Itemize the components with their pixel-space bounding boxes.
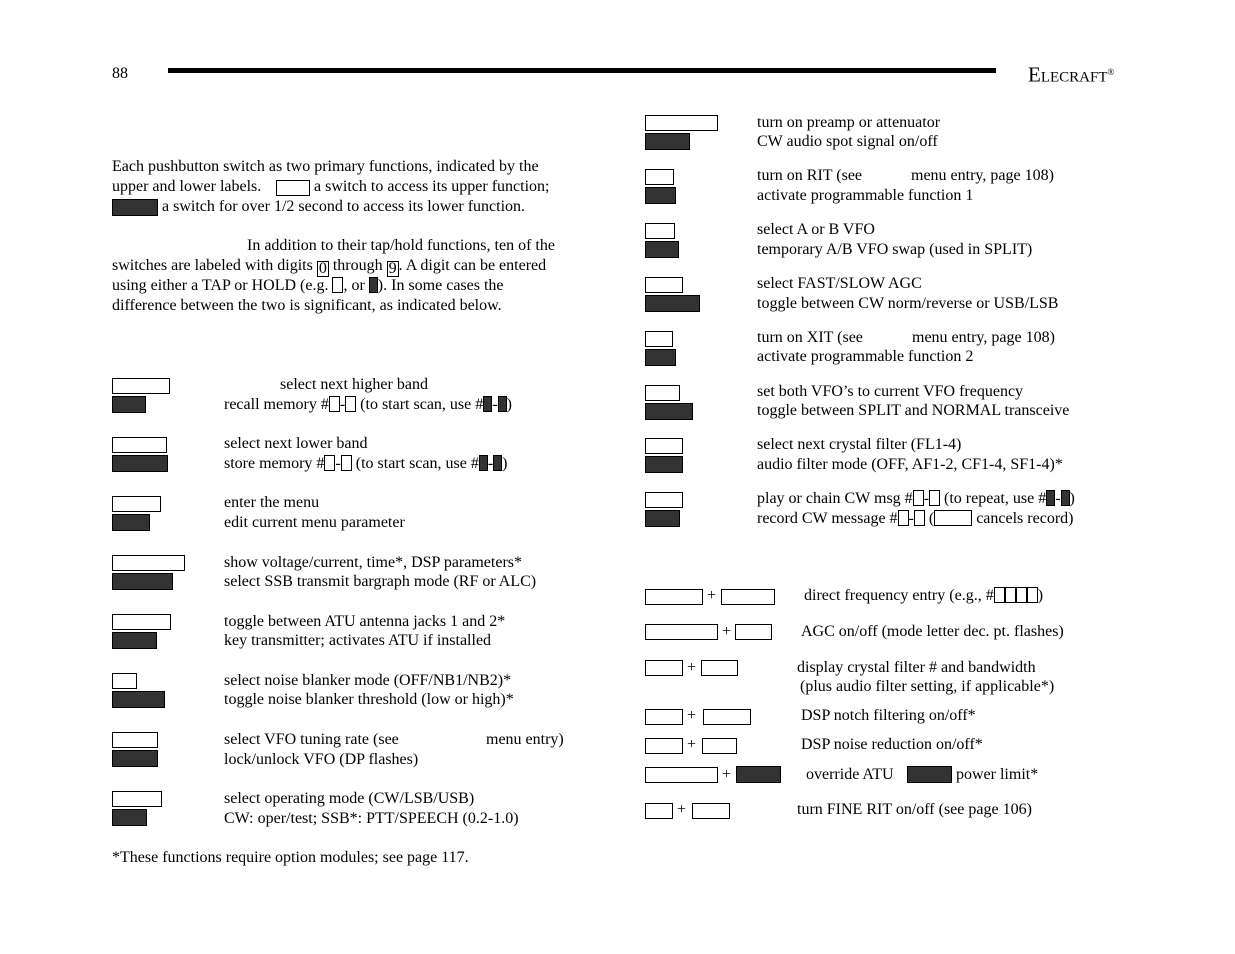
digit-box xyxy=(324,455,335,471)
combo-text-b: power limit* xyxy=(956,766,1039,783)
intro2-text-b: through xyxy=(332,257,383,274)
item-top-text-b: menu entry) xyxy=(486,731,564,748)
switch-upper-label-box xyxy=(112,378,170,394)
combo-switch-b xyxy=(735,624,772,640)
switch-upper-label-box xyxy=(112,791,162,807)
combo-text: turn FINE RIT on/off (see page 106) xyxy=(797,801,1032,818)
text: - xyxy=(339,396,346,413)
digit-box xyxy=(1061,490,1070,506)
digit-0-box: 0 xyxy=(318,260,327,277)
combo-text: DSP noise reduction on/off* xyxy=(801,736,983,753)
switch-lower-label-box xyxy=(112,514,150,531)
switch-lower-label-box xyxy=(112,573,173,590)
switch-lower-label-box xyxy=(645,349,676,366)
combo-text xyxy=(804,586,1043,606)
text: ) xyxy=(502,455,508,472)
digit-box xyxy=(1005,587,1016,603)
combo-switch-a xyxy=(645,738,683,754)
switch-upper-label-box xyxy=(112,614,171,630)
text: - xyxy=(487,455,494,472)
digit-box xyxy=(914,510,925,526)
switch-upper-label-box xyxy=(112,732,158,748)
combo-switch-a xyxy=(645,589,703,605)
intro2-text-c: . A digit can be entered xyxy=(398,257,547,274)
switch-lower-label-box xyxy=(645,241,679,258)
text: direct frequency entry (e.g., # xyxy=(804,587,994,604)
switch-lower-label-box xyxy=(112,691,165,708)
item-bottom-text: select SSB transmit bargraph mode (RF or ALC) xyxy=(224,573,537,590)
combo-switch-b xyxy=(721,589,775,605)
footnote: *These functions require option modules; see page 117. xyxy=(112,849,469,866)
combo-switch-a xyxy=(645,624,718,640)
digit-box xyxy=(329,396,340,412)
item-top-text-a: select VFO tuning rate (see xyxy=(224,731,399,748)
combo-switch-b xyxy=(702,738,737,754)
item-top-text: select next lower band xyxy=(224,435,368,452)
intro2-text-f: ). In some cases the xyxy=(377,277,504,294)
switch-lower-label-box xyxy=(645,456,683,473)
combo-switch-b xyxy=(736,766,781,783)
switch-upper-label-box xyxy=(645,115,718,131)
item-top-text xyxy=(757,489,1075,509)
combo-switch-a xyxy=(645,709,683,725)
switch-upper-label-box xyxy=(645,385,680,401)
combo-text-2: (plus audio filter setting, if applicable*) xyxy=(800,678,1055,695)
text: recall memory # xyxy=(224,396,329,413)
plus-sign: + xyxy=(722,766,732,783)
example-hold-box xyxy=(369,277,378,293)
item-top-text-b: menu entry, page 108) xyxy=(912,329,1055,346)
intro2-line-3 xyxy=(112,276,504,296)
item-bottom-text: toggle between CW norm/reverse or USB/LSB xyxy=(757,295,1059,312)
digit-box xyxy=(1027,587,1038,603)
item-top-text: select operating mode (CW/LSB/USB) xyxy=(224,790,475,807)
combo-switch-a xyxy=(645,767,718,783)
item-bottom-text: toggle between SPLIT and NORMAL transceive xyxy=(757,402,1070,419)
intro-line-2: upper and lower labels. xyxy=(112,178,262,195)
intro2-text-a: switches are labeled with digits xyxy=(112,257,313,274)
combo-switch-b xyxy=(701,660,738,676)
intro2-text-d: using either a TAP or HOLD (e.g. xyxy=(112,277,329,294)
switch-upper-label-box xyxy=(112,673,137,689)
digit-box xyxy=(913,490,924,506)
hold-box xyxy=(112,199,158,216)
combo-switch-b xyxy=(703,709,751,725)
text: - xyxy=(1055,490,1061,507)
item-top-text: select noise blanker mode (OFF/NB1/NB2)* xyxy=(224,672,512,689)
item-bottom-text: activate programmable function 2 xyxy=(757,348,974,365)
text: - xyxy=(908,510,914,527)
combo-text-a: override ATU xyxy=(806,766,894,783)
item-bottom-text: edit current menu parameter xyxy=(224,514,405,531)
header-rule xyxy=(168,68,996,73)
item-bottom-text: lock/unlock VFO (DP flashes) xyxy=(224,751,419,768)
combo-switch-b xyxy=(692,803,730,819)
digit-box xyxy=(929,490,940,506)
text: ) xyxy=(506,396,512,413)
switch-lower-label-box xyxy=(112,632,157,649)
intro2-text-e: , or xyxy=(343,277,365,294)
digit-box xyxy=(1016,587,1027,603)
combo-switch-a xyxy=(645,803,673,819)
text: ) xyxy=(1037,587,1044,604)
tap-box xyxy=(276,180,310,196)
switch-lower-label-box xyxy=(112,809,147,826)
page-number: 88 xyxy=(112,65,128,82)
item-top-text: set both VFO’s to current VFO frequency xyxy=(757,383,1024,400)
item-bottom-text: temporary A/B VFO swap (used in SPLIT) xyxy=(757,241,1033,258)
item-bottom-text: activate programmable function 1 xyxy=(757,187,974,204)
intro2-line-4: difference between the two is significant, as indicated below. xyxy=(112,297,502,314)
switch-upper-label-box xyxy=(645,492,683,508)
switch-upper-label-box xyxy=(645,277,683,293)
brand-mark: ® xyxy=(1107,67,1115,77)
plus-sign: + xyxy=(677,801,687,818)
switch-upper-label-box xyxy=(645,169,674,185)
example-tap-box xyxy=(332,277,343,293)
digit-box xyxy=(345,396,356,412)
digit-box xyxy=(898,510,909,526)
switch-box xyxy=(934,510,972,526)
combo-switch-a xyxy=(645,660,683,676)
switch-upper-label-box xyxy=(645,331,673,347)
item-bottom-text: toggle noise blanker threshold (low or high)* xyxy=(224,691,514,708)
item-top-text-b: menu entry, page 108) xyxy=(911,167,1054,184)
item-top-text: select next crystal filter (FL1-4) xyxy=(757,436,962,453)
switch-lower-label-box xyxy=(645,403,693,420)
item-bottom-text: key transmitter; activates ATU if installed xyxy=(224,632,492,649)
text: ( xyxy=(928,510,935,527)
item-bottom-text: CW: oper/test; SSB*: PTT/SPEECH (0.2-1.0) xyxy=(224,810,519,827)
switch-lower-label-box xyxy=(112,396,146,413)
intro2-line-2 xyxy=(112,256,546,277)
item-top-text-a: turn on XIT (see xyxy=(757,329,863,346)
digit-box xyxy=(479,455,488,471)
switch-lower-label-box xyxy=(112,455,168,472)
text: ) xyxy=(1069,490,1075,507)
plus-sign: + xyxy=(707,587,717,604)
intro-line-1: Each pushbutton switch as two primary functions, indicated by the xyxy=(112,158,539,175)
atu-box xyxy=(907,766,952,783)
switch-lower-label-box xyxy=(645,295,700,312)
text: - xyxy=(923,490,930,507)
text: cancels record) xyxy=(976,510,1074,527)
digit-box xyxy=(341,455,352,471)
item-bottom-text xyxy=(224,395,512,415)
digit-box xyxy=(498,396,507,412)
text: (to start scan, use # xyxy=(360,396,484,413)
brand-initial: E xyxy=(1028,62,1041,87)
switch-upper-label-box xyxy=(645,438,683,454)
text: - xyxy=(335,455,341,472)
text: play or chain CW msg # xyxy=(757,490,913,507)
switch-upper-label-box xyxy=(112,555,185,571)
item-bottom-text xyxy=(757,509,1073,529)
plus-sign: + xyxy=(687,659,697,676)
switch-lower-label-box xyxy=(645,510,680,527)
text: (to repeat, use # xyxy=(944,490,1047,507)
text: (to start scan, use # xyxy=(355,455,479,472)
switch-lower-label-box xyxy=(112,750,158,767)
brand-rest: LECRAFT xyxy=(1040,69,1108,86)
item-top-text: select next higher band xyxy=(280,376,428,393)
intro-line-2b: a switch to access its upper function; xyxy=(314,178,550,195)
intro-line-3: a switch for over 1/2 second to access its lower function. xyxy=(162,198,526,215)
item-top-text-a: turn on RIT (see xyxy=(757,167,863,184)
text: store memory # xyxy=(224,455,325,472)
item-top-text: select A or B VFO xyxy=(757,221,875,238)
text: record CW message # xyxy=(757,510,898,527)
brand-logo xyxy=(1028,60,1114,89)
switch-upper-label-box xyxy=(645,223,675,239)
item-top-text: toggle between ATU antenna jacks 1 and 2* xyxy=(224,613,506,630)
plus-sign: + xyxy=(687,736,697,753)
item-bottom-text: audio filter mode (OFF, AF1-2, CF1-4, SF1-4)* xyxy=(757,456,1063,473)
digit-9-box: 9 xyxy=(388,260,397,277)
switch-lower-label-box xyxy=(645,133,690,150)
intro2-line-1: In addition to their tap/hold functions, ten of the xyxy=(247,237,555,254)
digit-box xyxy=(994,587,1005,603)
digit-box xyxy=(1046,490,1055,506)
digit-box xyxy=(483,396,492,412)
switch-lower-label-box xyxy=(645,187,676,204)
text: - xyxy=(492,396,498,413)
combo-text: AGC on/off (mode letter dec. pt. flashes) xyxy=(801,623,1064,640)
switch-upper-label-box xyxy=(112,496,161,512)
plus-sign: + xyxy=(722,623,732,640)
combo-text: DSP notch filtering on/off* xyxy=(801,707,976,724)
item-top-text: turn on preamp or attenuator xyxy=(757,114,941,131)
digit-box xyxy=(493,455,502,471)
combo-text: display crystal filter # and bandwidth xyxy=(797,659,1036,676)
item-top-text: select FAST/SLOW AGC xyxy=(757,275,922,292)
switch-upper-label-box xyxy=(112,437,167,453)
plus-sign: + xyxy=(687,707,697,724)
item-top-text: enter the menu xyxy=(224,494,320,511)
item-top-text: show voltage/current, time*, DSP parameters* xyxy=(224,554,522,571)
item-bottom-text: CW audio spot signal on/off xyxy=(757,133,938,150)
item-bottom-text xyxy=(224,454,507,474)
